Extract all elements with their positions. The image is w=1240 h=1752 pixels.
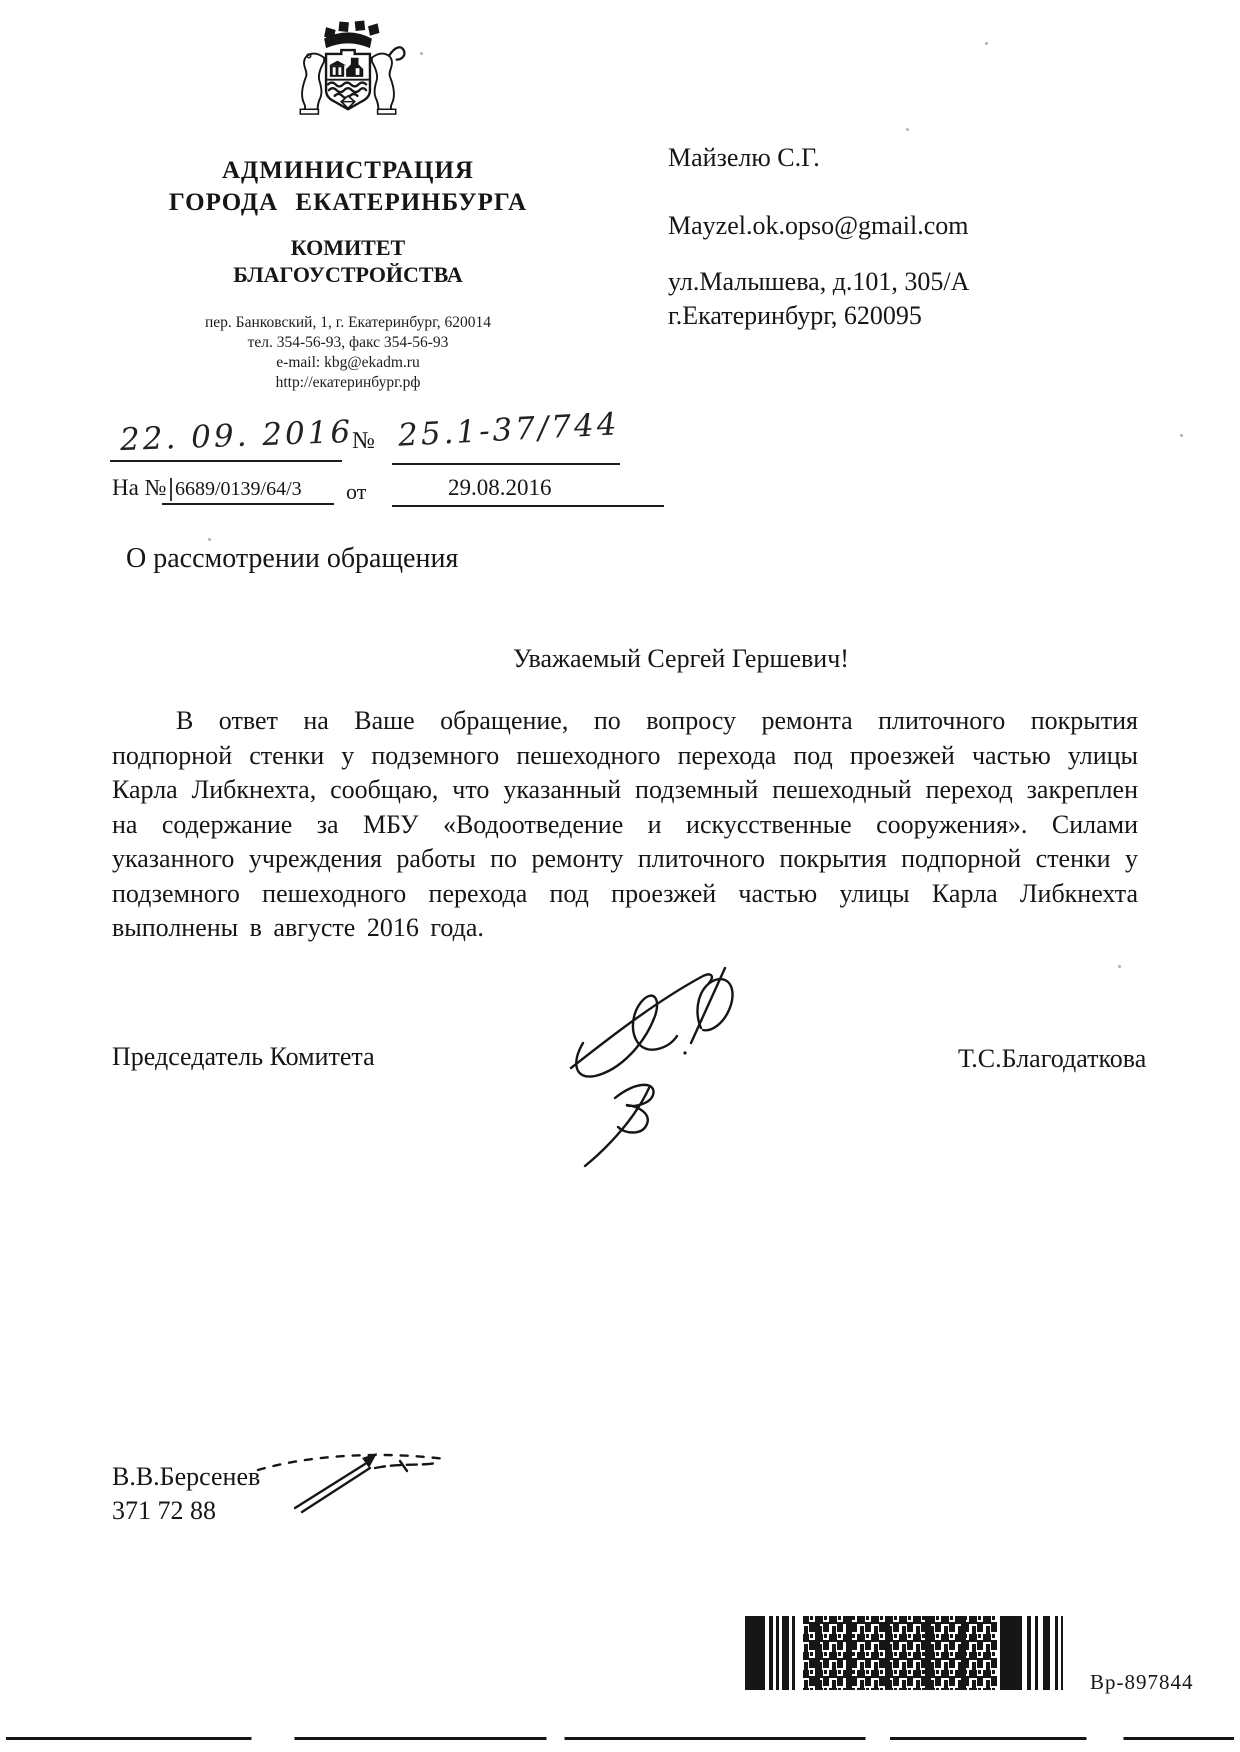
coat-of-arms-icon <box>283 10 413 115</box>
scan-speck <box>208 538 211 541</box>
reply-number-underline <box>162 503 334 505</box>
signature-icon <box>553 948 743 1170</box>
org-address: пер. Банковский, 1, г. Екатеринбург, 620014 <box>205 314 491 331</box>
scan-speck <box>1180 434 1183 437</box>
number-underline <box>392 463 620 465</box>
recipient-name: Майзелю С.Г. <box>668 143 820 172</box>
org-email: e-mail: kbg@ekadm.ru <box>276 354 420 371</box>
org-website: http://екатеринбург.рф <box>275 374 421 391</box>
org-phone: тел. 354-56-93, факс 354-56-93 <box>247 334 449 351</box>
outgoing-date-handwritten: 22. 09. 2016 <box>119 413 354 459</box>
executor-phone: 371 72 88 <box>112 1496 216 1525</box>
greeting-line: Уважаемый Сергей Гершевич! <box>513 644 849 673</box>
barcode-label: Вр-897844 <box>1090 1670 1194 1694</box>
reply-to-label: На № <box>112 475 167 500</box>
number-sign-label: № <box>352 428 375 454</box>
barcode-icon <box>745 1616 1075 1690</box>
letter-body: В ответ на Ваше обращение, по вопросу ремонта плиточного покрытия подпорной стенки у подземного пешеходного перехода под проезжей частью улицы Карла Либкнехта, сообщаю, что указанный подземный пешеходный переход закреплен на содержание за МБУ «Водоотведение и искусственные сооружения». Силами указанного учреждения работы по ремонту плиточного покрытия подпорной стенки у подземного пешеходного перехода под проезжей частью улицы Карла Либкнехта выполнены в августе 2016 года. <box>112 706 1138 942</box>
scan-speck <box>1118 965 1121 968</box>
page-scan-edge <box>6 1737 1234 1740</box>
scan-speck <box>985 42 988 45</box>
org-name-line1: АДМИНИСТРАЦИЯ <box>222 157 474 184</box>
reply-from-label: от <box>346 479 367 504</box>
subject-line: О рассмотрении обращения <box>126 543 459 574</box>
recipient-address-street: ул.Малышева, д.101, 305/А <box>668 267 970 296</box>
org-dept-line2: БЛАГОУСТРОЙСТВА <box>233 262 463 287</box>
org-name-line2: ГОРОДА ЕКАТЕРИНБУРГА <box>168 189 528 216</box>
letterhead <box>118 10 578 393</box>
date-underline <box>110 460 342 462</box>
reply-to-number: 6689/0139/64/3 <box>170 478 302 501</box>
recipient-address-city: г.Екатеринбург, 620095 <box>668 301 922 330</box>
org-dept-line1: КОМИТЕТ <box>290 235 406 260</box>
scan-speck <box>420 52 423 55</box>
executor-name: В.В.Берсенев <box>112 1462 261 1491</box>
signer-name: Т.С.Благодаткова <box>958 1044 1147 1073</box>
outgoing-number-handwritten: 25.1-37/744 <box>397 406 621 454</box>
signer-title: Председатель Комитета <box>112 1042 375 1071</box>
reply-date: 29.08.2016 <box>448 475 552 500</box>
reply-date-underline <box>392 505 664 507</box>
executor-initials-icon <box>250 1446 450 1518</box>
recipient-email: Mayzel.ok.opso@gmail.com <box>668 211 969 240</box>
recipient-block <box>668 142 1168 332</box>
scan-speck <box>906 128 909 131</box>
